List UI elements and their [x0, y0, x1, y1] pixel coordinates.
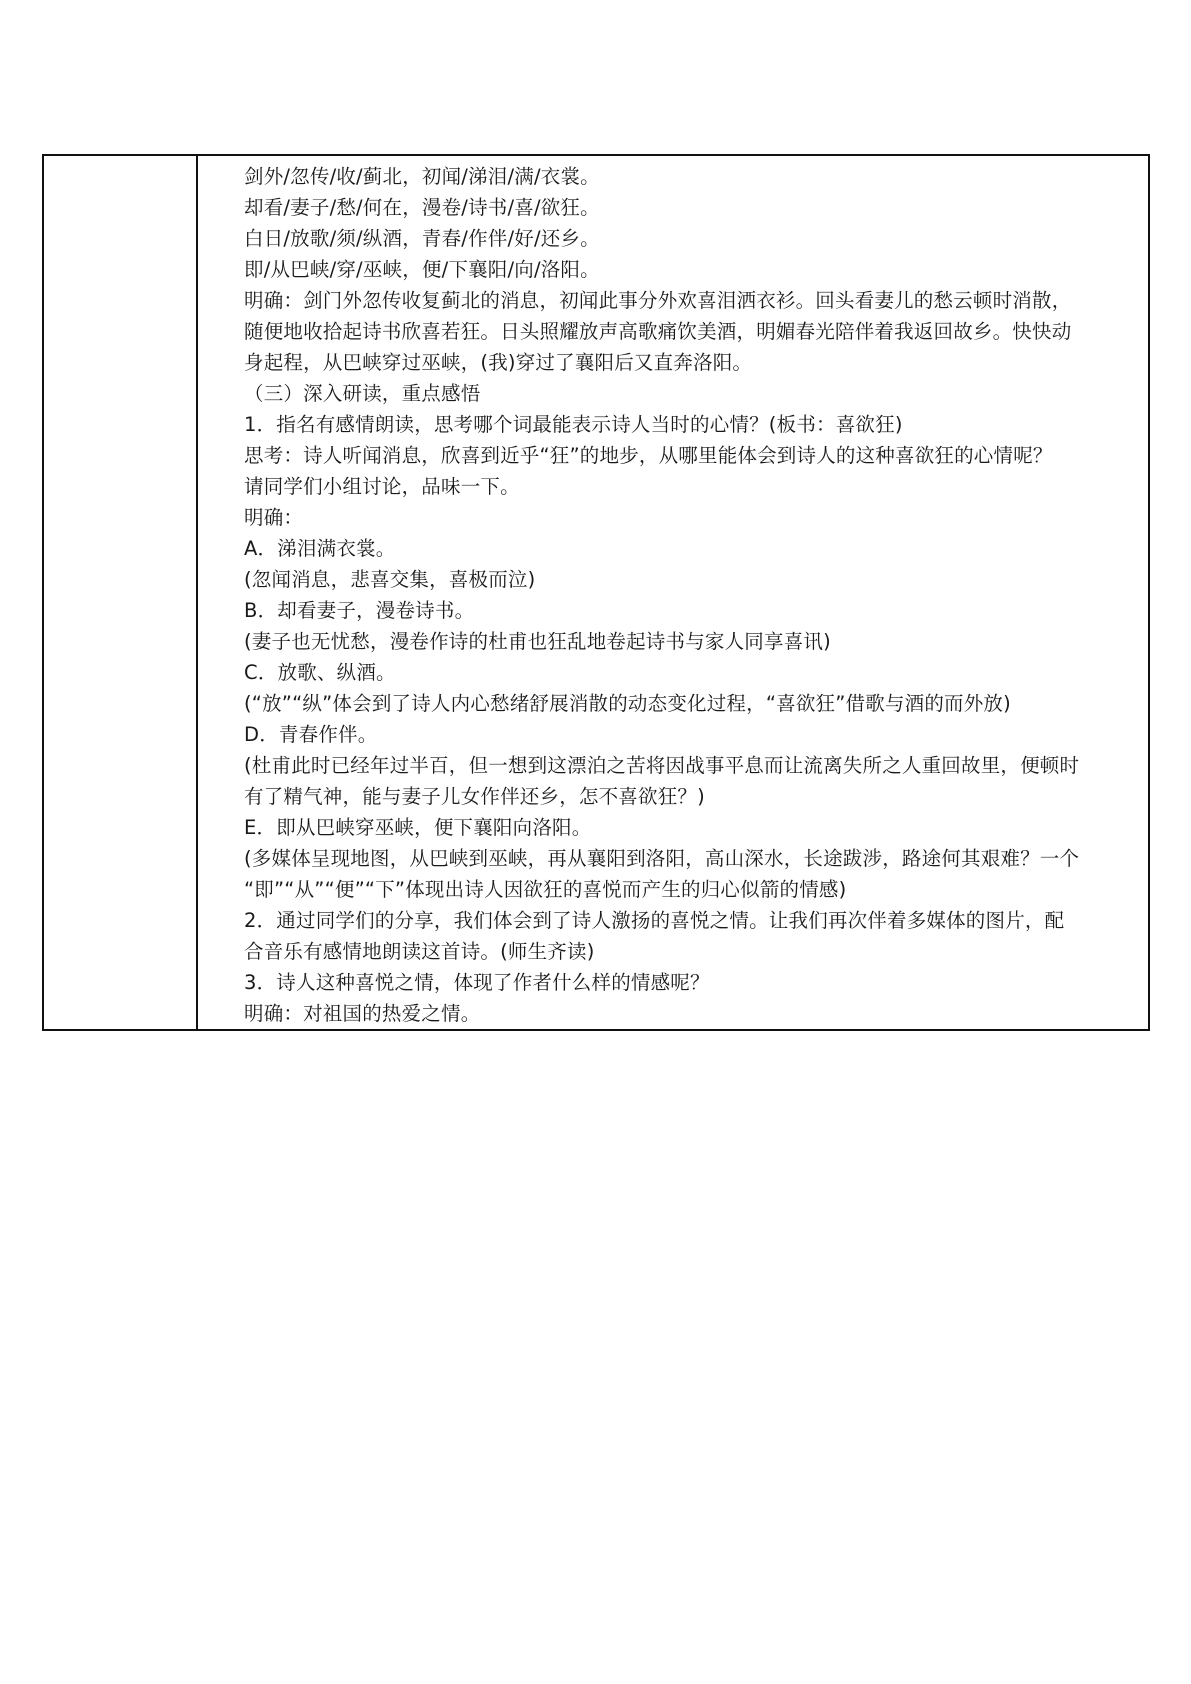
- poem-line-4: 即/从巴峡/穿/巫峡，便/下襄阳/向/洛阳。: [244, 258, 600, 281]
- translation-line-1: 明确：剑门外忽传收复蓟北的消息，初闻此事分外欢喜泪洒衣衫。回头看妻儿的愁云顿时消散，: [244, 289, 1072, 312]
- point-c: C．放歌、纵酒。: [244, 661, 396, 684]
- lesson-plan-table: [42, 154, 1150, 1031]
- poem-line-1: 剑外/忽传/收/蓟北，初闻/涕泪/满/衣裳。: [244, 165, 600, 188]
- clarify-label: 明确：: [244, 506, 304, 529]
- content-body: [198, 156, 1148, 1029]
- point-b-note: (妻子也无忧愁，漫卷作诗的杜甫也狂乱地卷起诗书与家人同享喜讯): [244, 630, 831, 653]
- question-2-line-2: 合音乐有感情地朗读这首诗。(师生齐读): [244, 940, 595, 963]
- point-e: E．即从巴峡穿巫峡，便下襄阳向洛阳。: [244, 816, 592, 839]
- poem-line-3: 白日/放歌/须/纵酒，青春/作伴/好/还乡。: [244, 227, 600, 250]
- point-a: A．涕泪满衣裳。: [244, 537, 396, 560]
- think-line-2: 请同学们小组讨论，品味一下。: [244, 475, 520, 498]
- point-a-note: (忽闻消息，悲喜交集，喜极而泣): [244, 568, 536, 591]
- content-cell: [197, 155, 1149, 1030]
- point-e-note-2: “即”“从”“便”“下”体现出诗人因欲狂的喜悦而产生的归心似箭的情感): [244, 878, 847, 901]
- think-line-1: 思考：诗人听闻消息，欣喜到近乎“狂”的地步，从哪里能体会到诗人的这种喜欲狂的心情呢？: [244, 444, 1053, 467]
- question-2-line-1: 2．通过同学们的分享，我们体会到了诗人激扬的喜悦之情。让我们再次伴着多媒体的图片，配: [244, 909, 1065, 932]
- section-heading: （三）深入研读，重点感悟: [244, 382, 481, 405]
- point-d: D．青春作伴。: [244, 723, 378, 746]
- question-1: 1．指名有感情朗读，思考哪个词最能表示诗人当时的心情？(板书：喜欲狂): [244, 413, 903, 436]
- clarify-answer: 明确：对祖国的热爱之情。: [244, 1002, 481, 1025]
- point-e-note-1: (多媒体呈现地图，从巴峡到巫峡，再从襄阳到洛阳，高山深水，长途跋涉，路途何其艰难？一个: [244, 847, 1080, 870]
- point-d-note-2: 有了精气神，能与妻子儿女作伴还乡，怎不喜欲狂？): [244, 785, 705, 808]
- translation-line-2: 随便地收拾起诗书欣喜若狂。日头照耀放声高歌痛饮美酒，明媚春光陪伴着我返回故乡。快快动: [244, 320, 1072, 343]
- point-b: B．却看妻子，漫卷诗书。: [244, 599, 475, 622]
- point-d-note-1: (杜甫此时已经年过半百，但一想到这漂泊之苦将因战事平息而让流离失所之人重回故里，便顿时: [244, 754, 1080, 777]
- point-c-note: (“放”“纵”体会到了诗人内心愁绪舒展消散的动态变化过程，“喜欲狂”借歌与酒的而外放): [244, 692, 1011, 715]
- question-3: 3．诗人这种喜悦之情，体现了作者什么样的情感呢？: [244, 971, 710, 994]
- translation-line-3: 身起程，从巴峡穿过巫峡，(我)穿过了襄阳后又直奔洛阳。: [244, 351, 753, 374]
- left-label-cell: [43, 155, 197, 1030]
- poem-line-2: 却看/妻子/愁/何在，漫卷/诗书/喜/欲狂。: [244, 196, 600, 219]
- table-row: [43, 155, 1149, 1030]
